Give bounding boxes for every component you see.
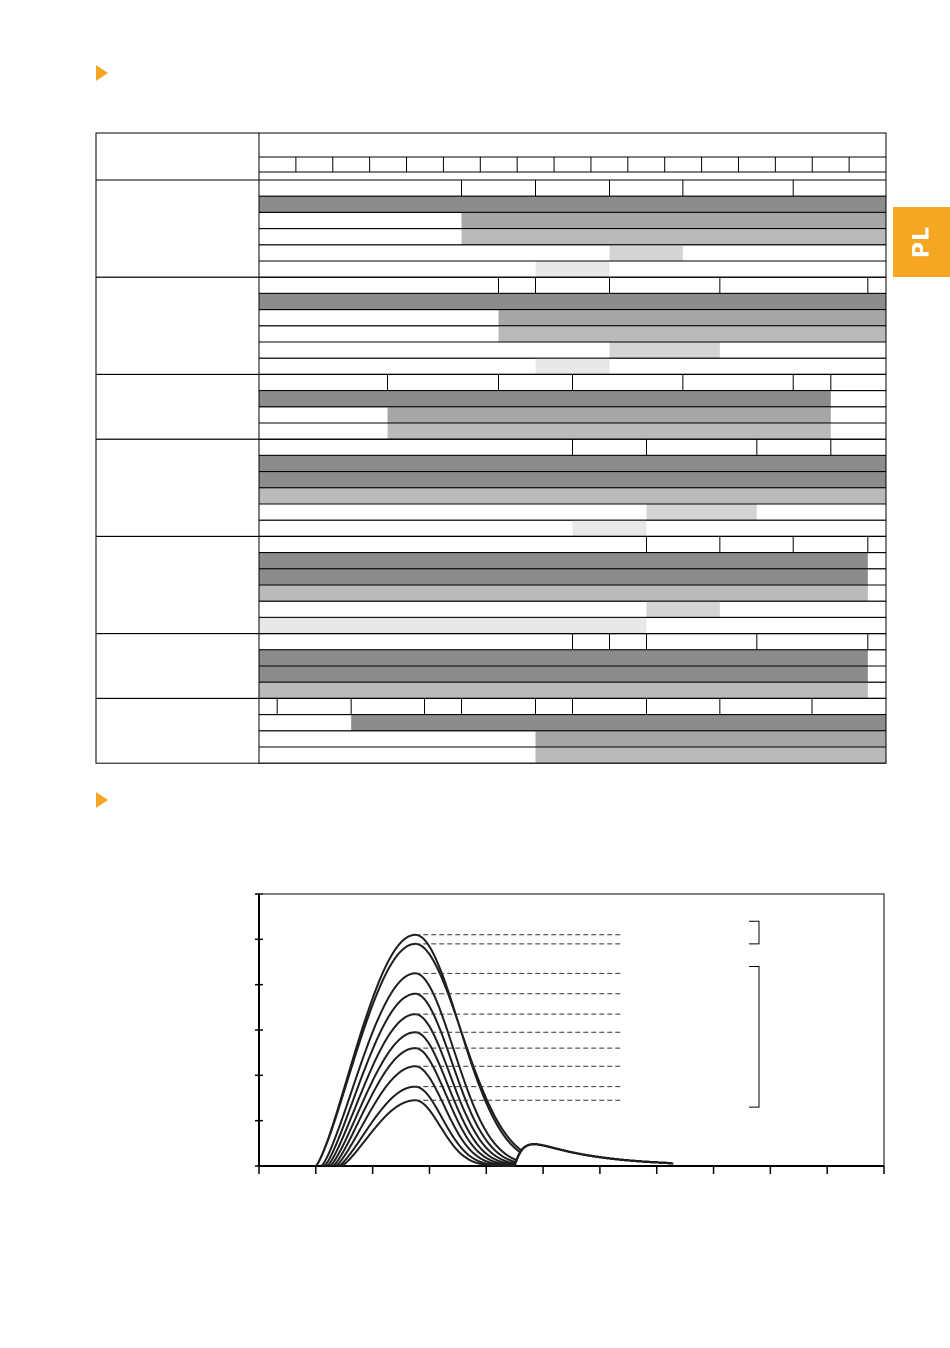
series-line [316,944,672,1166]
bracket [749,921,759,944]
bracket [749,967,759,1108]
series-line [341,1100,672,1166]
language-tab-label: PL [909,225,934,259]
series-line [324,994,672,1166]
series-line [316,935,672,1166]
series-line [330,1032,673,1166]
